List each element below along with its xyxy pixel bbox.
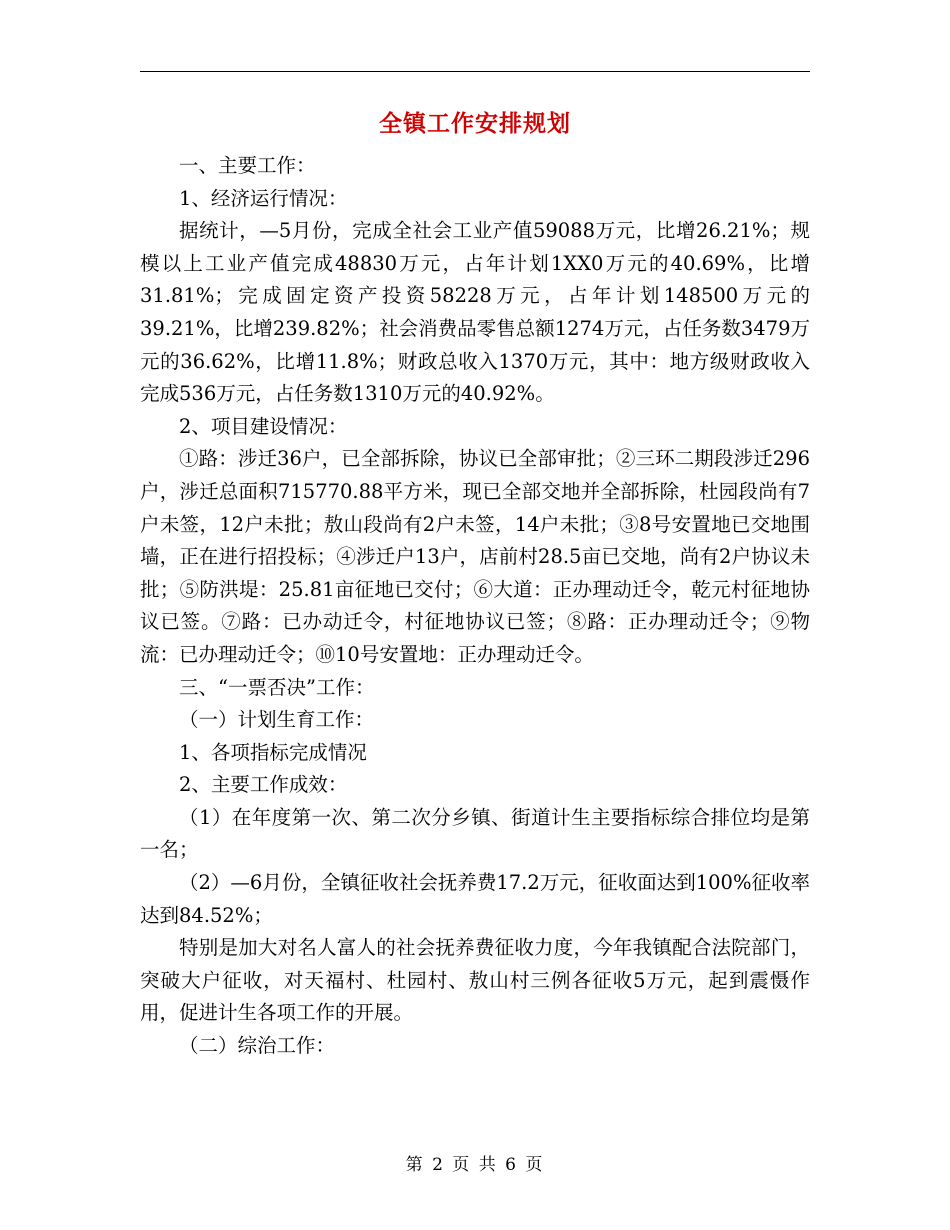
heading-indicators: 1、各项指标完成情况 [179,740,367,764]
paragraph-project-details: ①路：涉迁36户，已全部拆除，协议已全部审批；②三环二期段涉迁296户，涉迁总面积715770.88平方米，现已全部交地并全部拆除，杜园段尚有7户未签，12户未批；敖山段尚有2户未签，14户未批；③8号安置地已交地围墙，正在进行招投标；④涉迁户13户，店前村28.5亩已交地，尚有2户协议未批；⑤防洪堤：25.81亩征地已交付；⑥大道：正办理动迁令，乾元村征地协议已签。⑦路：已办动迁令，村征地协议已签；⑧路：正办理动迁令；⑨物流：已办理动迁令；⑩10号安置地：正办理动迁令。 [140,447,810,666]
heading-main-work: 一、主要工作： [179,154,316,177]
paragraph-fee-collection: 特别是加大对名人富人的社会抚养费征收力度，今年我镇配合法院部门，突破大户征收，对天福村、杜园村、敖山村三例各征收5万元，起到震慑作用，促进计生各项工作的开展。 [140,936,810,1025]
page-title: 全镇工作安排规划 [379,110,571,137]
heading-achievements: 2、主要工作成效： [179,773,348,797]
paragraph-achievement-1: （1）在年度第一次、第二次分乡镇、街道计生主要指标综合排位均是第一名； [140,805,810,862]
paragraph-economy-stats: 据统计，—5月份，完成全社会工业产值59088万元，比增26.21%；规模以上工业产值完成48830万元，占年计划1XX0万元的40.69%，比增31.81%；完成固定资产投资58228万元，占年计划148500万元的39.21%，比增239.82%；社会消费品零售总额1274万元，占任务数3479万元的36.62%，比增11.8%；财政总收入1370万元，其中：地方级财政收入完成536万元，占任务数1310万元的40.92%。 [140,219,810,406]
heading-economy: 1、经济运行情况： [179,186,348,210]
heading-comprehensive-governance: （二）综治工作： [179,1034,336,1058]
heading-family-planning: （一）计划生育工作： [179,708,375,732]
document-body [140,150,810,1063]
header-rule [140,71,810,72]
page-number: 第 2 页 共 6 页 [405,1155,545,1175]
paragraph-achievement-2: （2）—6月份，全镇征收社会抚养费17.2万元，征收面达到100%征收率达到84.52%； [140,871,810,927]
heading-projects: 2、项目建设情况： [179,414,348,438]
heading-one-vote-veto: 三、“一票否决”工作： [179,675,375,699]
